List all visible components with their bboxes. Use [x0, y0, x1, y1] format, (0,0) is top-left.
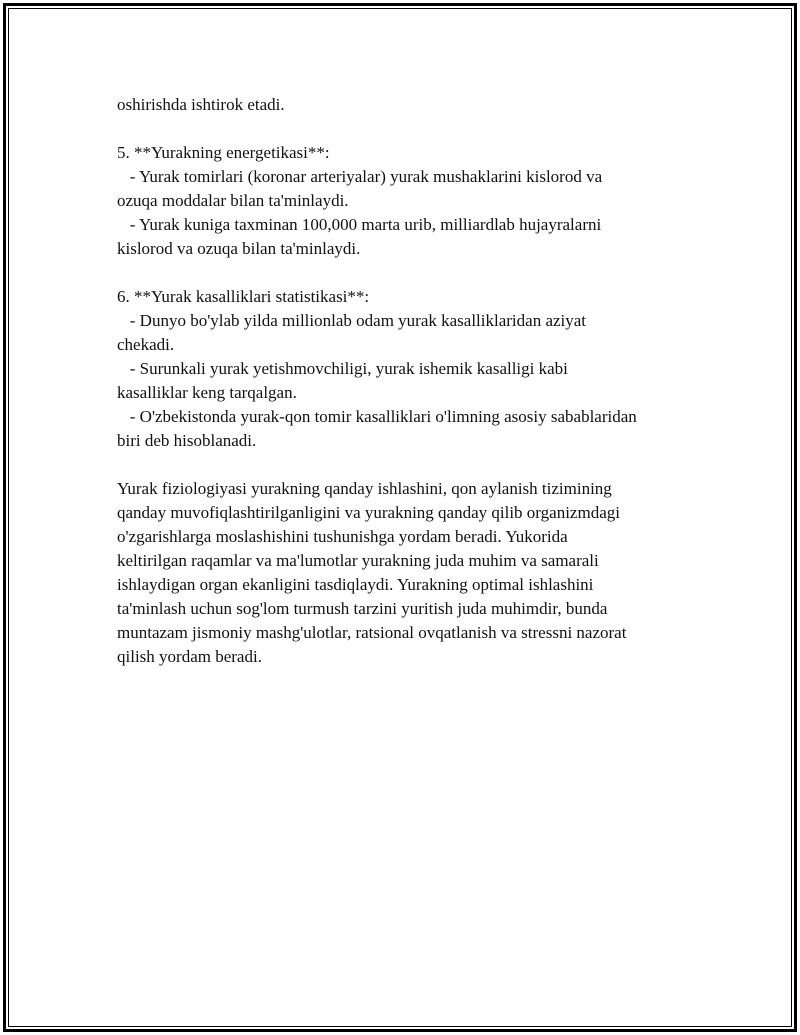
paragraph-spacer: [117, 453, 707, 477]
conclusion-line: o'zgarishlarga moslashishini tushunishga yordam beradi. Yukorida: [117, 527, 568, 546]
paragraph-spacer: [117, 261, 707, 285]
document-page: [3, 3, 797, 1032]
conclusion-line: ta'minlash uchun sog'lom turmush tarzini yuritish juda muhimdir, bunda: [117, 599, 608, 618]
section-5-line: ozuqa moddalar bilan ta'minlaydi.: [117, 191, 349, 210]
conclusion-line: muntazam jismoniy mashg'ulotlar, ratsional ovqatlanish va stressni nazorat: [117, 623, 627, 642]
section-5-line: - Yurak kuniga taxminan 100,000 marta urib, milliardlab hujayralarni: [117, 215, 602, 234]
conclusion-line: keltirilgan raqamlar va ma'lumotlar yurakning juda muhim va samarali: [117, 551, 599, 570]
conclusion-line: qilish yordam beradi.: [117, 647, 262, 666]
conclusion-line: ishlaydigan organ ekanligini tasdiqlaydi. Yurakning optimal ishlashini: [117, 575, 594, 594]
section-5-line: kislorod va ozuqa bilan ta'minlaydi.: [117, 239, 361, 258]
section-6-line: biri deb hisoblanadi.: [117, 431, 257, 450]
section-6-line: chekadi.: [117, 335, 175, 354]
section-6-line: kasalliklar keng tarqalgan.: [117, 383, 297, 402]
intro-line: oshirishda ishtirok etadi.: [117, 95, 285, 114]
conclusion-line: Yurak fiziologiyasi yurakning qanday ishlashini, qon aylanish tizimining: [117, 479, 612, 498]
paragraph-spacer: [117, 117, 707, 141]
section-5-heading: 5. **Yurakning energetikasi**:: [117, 143, 330, 162]
section-6-line: - O'zbekistonda yurak-qon tomir kasalliklari o'limning asosiy sabablaridan: [117, 407, 637, 426]
section-5-line: - Yurak tomirlari (koronar arteriyalar) yurak mushaklarini kislorod va: [117, 167, 603, 186]
section-6-line: - Surunkali yurak yetishmovchiligi, yurak ishemik kasalligi kabi: [117, 359, 568, 378]
section-6-line: - Dunyo bo'ylab yilda millionlab odam yurak kasalliklaridan aziyat: [117, 311, 587, 330]
conclusion-line: qanday muvofiqlashtirilganligini va yurakning qanday qilib organizmdagi: [117, 503, 620, 522]
document-body: [117, 93, 707, 669]
section-6-heading: 6. **Yurak kasalliklari statistikasi**:: [117, 287, 370, 306]
